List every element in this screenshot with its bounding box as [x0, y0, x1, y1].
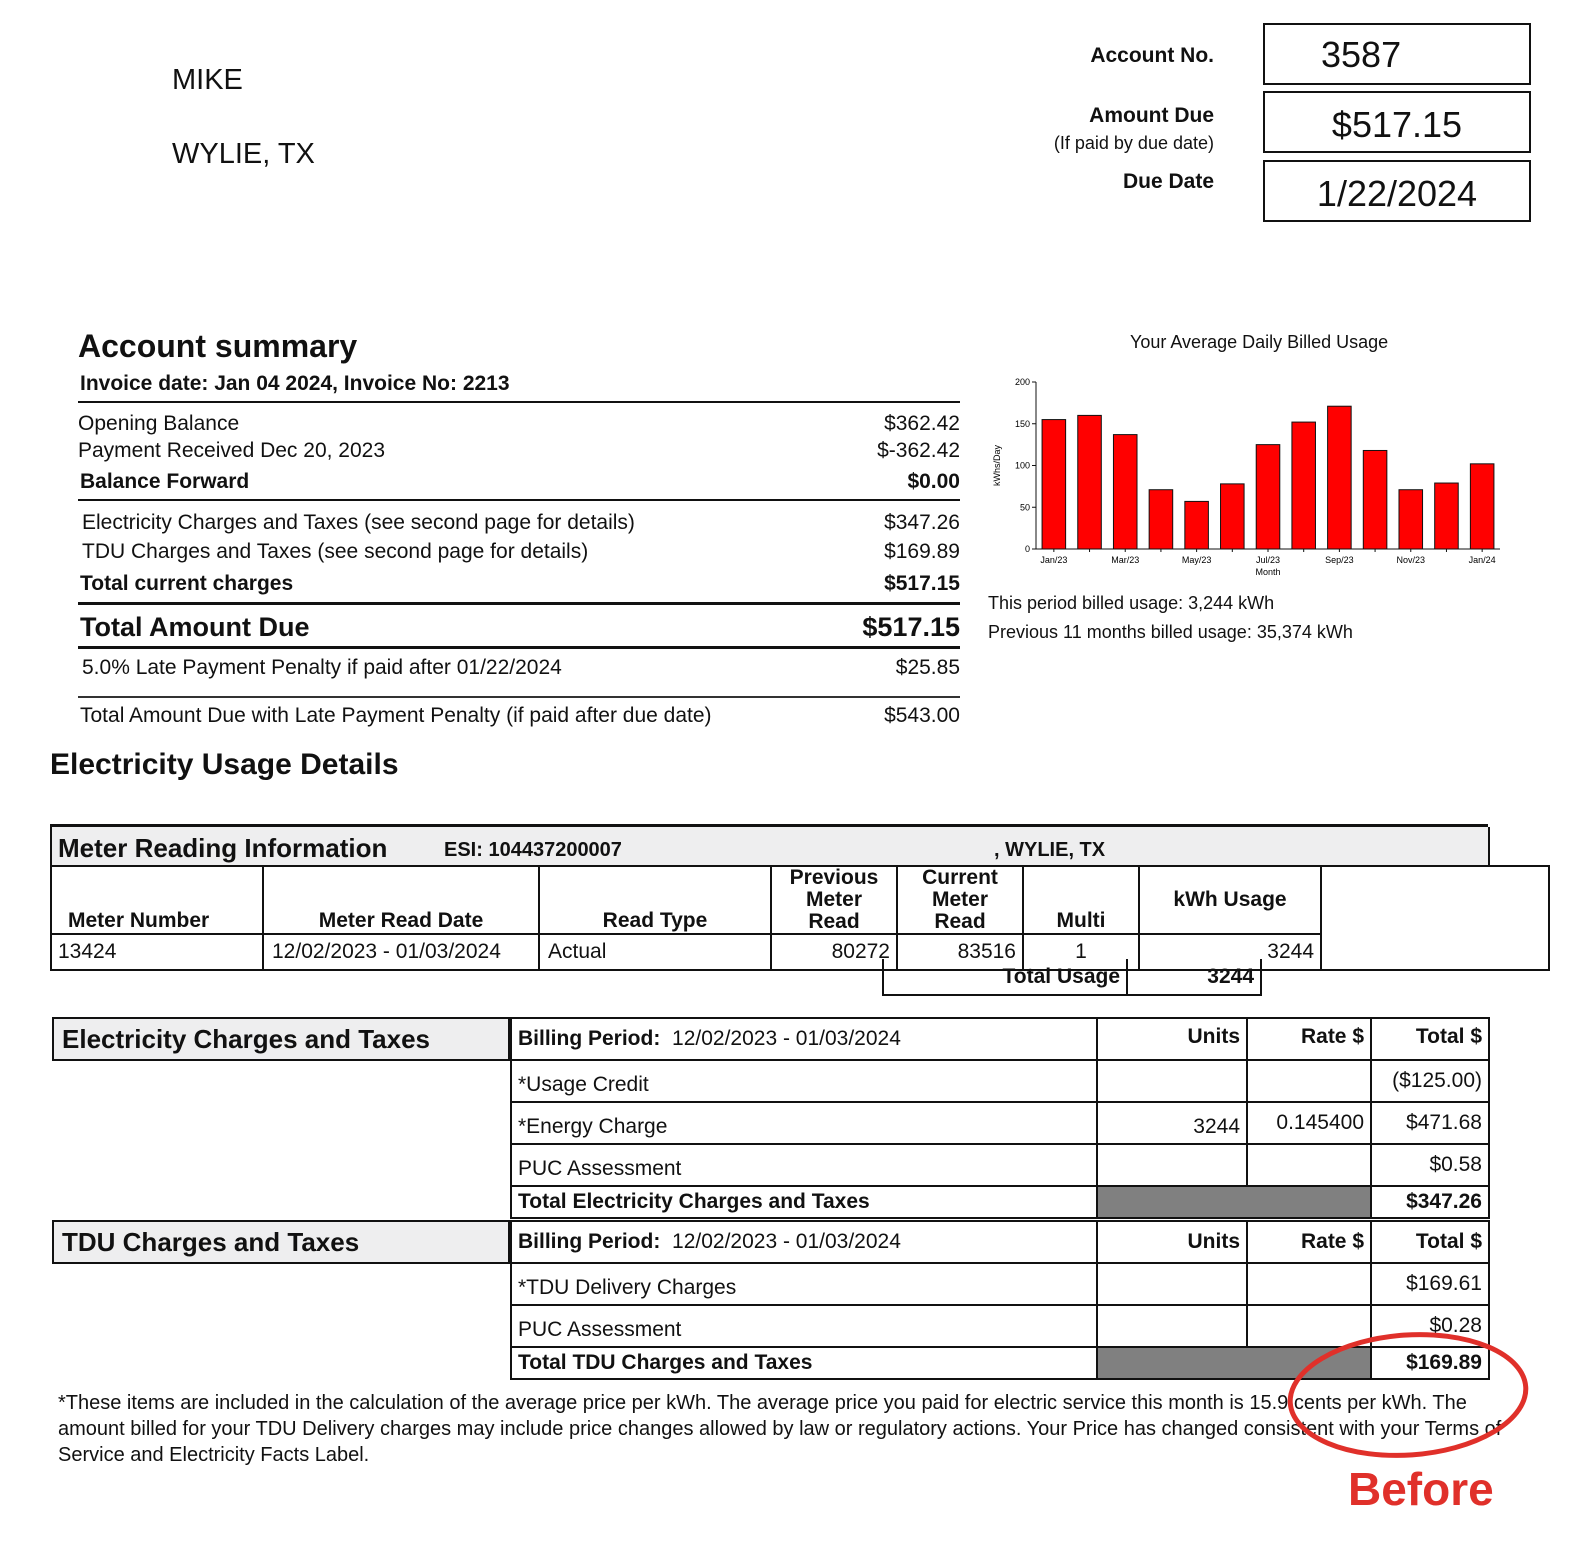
invoice-line: Invoice date: Jan 04 2024, Invoice No: 2213 [80, 372, 510, 395]
charge-units [1097, 1060, 1247, 1102]
col-rate: Rate $ [1247, 1221, 1371, 1263]
tdu-total-label: Total TDU Charges and Taxes [511, 1347, 1097, 1379]
y-tick-label: 50 [1019, 502, 1030, 513]
x-tick-label: May/23 [1181, 555, 1212, 565]
electricity-total-value: $347.26 [1371, 1186, 1489, 1218]
tdu-total-value: $169.89 [1371, 1347, 1489, 1379]
divider [78, 602, 960, 605]
summary-row-electricity: Electricity Charges and Taxes (see second page for details) $347.26 [82, 511, 960, 534]
read-date-cell: 12/02/2023 - 01/03/2024 [263, 934, 539, 970]
meter-number-cell: 13424 [51, 934, 263, 970]
chart-title: Your Average Daily Billed Usage [1130, 332, 1389, 352]
col-total: Total $ [1371, 1221, 1489, 1263]
usage-bar-chart [990, 370, 1530, 585]
summary-row-payment: Payment Received Dec 20, 2023 $-362.42 [78, 439, 960, 462]
col-units: Units [1097, 1018, 1247, 1060]
y-tick-label: 150 [1014, 418, 1030, 429]
col-read-date: Meter Read Date [263, 866, 539, 934]
tdu-section-label: TDU Charges and Taxes [52, 1220, 510, 1264]
bar [1435, 483, 1459, 549]
charge-total: $0.28 [1371, 1305, 1489, 1347]
amount-due-label: Amount Due [1089, 104, 1214, 127]
col-multi: Multi [1023, 866, 1139, 934]
due-date-box: 1/22/2024 [1263, 160, 1531, 222]
customer-name: MIKE [172, 64, 243, 96]
total-usage-table [882, 959, 1262, 996]
bar [1363, 450, 1387, 549]
multi-cell: 1 [1023, 934, 1139, 970]
charge-item: PUC Assessment [511, 1144, 1097, 1186]
gray-filler [1097, 1186, 1371, 1218]
charge-units [1097, 1305, 1247, 1347]
usage-details-title: Electricity Usage Details [50, 748, 399, 781]
current-read-cell: 83516 [897, 934, 1023, 970]
bar [1328, 406, 1352, 549]
charge-item: *Energy Charge [511, 1102, 1097, 1144]
esi-id: ESI: 104437200007 [444, 839, 622, 861]
col-previous-read: Previous Meter Read [771, 866, 897, 934]
bar [1256, 445, 1280, 549]
summary-row-late-penalty: 5.0% Late Payment Penalty if paid after 01/22/2024 $25.85 [82, 656, 960, 679]
col-meter-number: Meter Number [51, 866, 263, 934]
read-type-cell: Actual [539, 934, 771, 970]
bar [1113, 435, 1137, 549]
bar [1470, 464, 1494, 549]
before-label: Before [1348, 1463, 1494, 1515]
charge-item: *TDU Delivery Charges [511, 1263, 1097, 1305]
meter-blank-cell [1321, 934, 1549, 970]
divider [78, 499, 960, 501]
kwh-usage-cell: 3244 [1139, 934, 1321, 970]
bar [1042, 420, 1066, 549]
bar [1149, 490, 1173, 549]
col-total: Total $ [1371, 1018, 1489, 1060]
summary-row-balance-forward: Balance Forward $0.00 [80, 470, 960, 493]
footnote: *These items are included in the calculation of the average price per kWh. The average price you paid for electric service this month is 15.9 cents per kWh. The amount billed for your TDU Delivery charges may include price changes allowed by law or regulatory actions. Your Price has changed consistent with your Terms of Service and Electricity Facts Label. [58, 1392, 1502, 1466]
total-usage-label: Total Usage [883, 959, 1127, 995]
charge-total: $471.68 [1371, 1102, 1489, 1144]
x-tick-label: Jul/23 [1255, 555, 1281, 565]
y-tick-label: 200 [1014, 377, 1030, 387]
x-tick-label: Jan/23 [1040, 555, 1068, 565]
amount-due-box: $517.15 [1263, 91, 1531, 153]
electricity-section-label: Electricity Charges and Taxes [52, 1017, 510, 1061]
usage-this-period: This period billed usage: 3,244 kWh [988, 593, 1275, 613]
electricity-charges-table [510, 1017, 1490, 1219]
meter-header-label: Meter Reading Information [58, 833, 388, 863]
electricity-billing-period: Billing Period: 12/02/2023 - 01/03/2024 [511, 1018, 1097, 1060]
bar [1078, 415, 1102, 549]
electricity-total-label: Total Electricity Charges and Taxes [511, 1186, 1097, 1218]
col-units: Units [1097, 1221, 1247, 1263]
tdu-billing-period: Billing Period: 12/02/2023 - 01/03/2024 [511, 1221, 1097, 1263]
divider [78, 646, 960, 649]
charge-item: *Usage Credit [511, 1060, 1097, 1102]
col-kwh-usage: kWh Usage [1139, 866, 1321, 934]
meter-header-bar [50, 827, 1490, 867]
amount-due-sub: (If paid by due date) [1053, 133, 1214, 153]
col-current-read: Current Meter Read [897, 866, 1023, 934]
bar [1185, 501, 1209, 549]
summary-row-opening: Opening Balance $362.42 [78, 412, 960, 435]
charge-item: PUC Assessment [511, 1305, 1097, 1347]
charge-units: 3244 [1097, 1102, 1247, 1144]
y-axis-label: kWhs/Day [992, 444, 1002, 487]
y-tick-label: 100 [1014, 460, 1030, 471]
col-read-type: Read Type [539, 866, 771, 934]
meter-blank-col [1321, 866, 1549, 934]
due-date-label: Due Date [1122, 170, 1214, 193]
summary-row-total-current: Total current charges $517.15 [80, 572, 960, 595]
summary-row-total-due: Total Amount Due $517.15 [80, 612, 960, 642]
charge-rate: 0.145400 [1247, 1102, 1371, 1144]
x-tick-label: Mar/23 [1111, 555, 1140, 565]
summary-row-tdu: TDU Charges and Taxes (see second page for details) $169.89 [82, 540, 960, 563]
summary-row-total-with-penalty: Total Amount Due with Late Payment Penalty (if paid after due date) $543.00 [80, 704, 960, 727]
previous-read-cell: 80272 [771, 934, 897, 970]
total-usage-value: 3244 [1127, 959, 1261, 995]
red-circle-annotation [1280, 1325, 1540, 1465]
charge-total: ($125.00) [1371, 1060, 1489, 1102]
customer-city: WYLIE, TX [172, 138, 315, 170]
charge-units [1097, 1144, 1247, 1186]
x-tick-label: Jan/24 [1468, 555, 1496, 565]
x-axis-label: Month [1255, 567, 1281, 577]
bar [1221, 484, 1245, 549]
usage-previous-months: Previous 11 months billed usage: 35,374 kWh [988, 622, 1353, 642]
charge-total: $169.61 [1371, 1263, 1489, 1305]
bar [1292, 422, 1316, 549]
account-label: Account No. [1090, 44, 1214, 67]
summary-title: Account summary [78, 328, 358, 364]
x-tick-label: Nov/23 [1396, 555, 1426, 565]
divider [78, 696, 960, 698]
meter-table [50, 865, 1550, 971]
charge-rate [1247, 1060, 1371, 1102]
y-tick-label: 0 [1024, 544, 1030, 554]
bar [1399, 490, 1423, 549]
charge-rate [1247, 1263, 1371, 1305]
x-tick-label: Sep/23 [1325, 555, 1354, 565]
charge-total: $0.58 [1371, 1144, 1489, 1186]
charge-rate [1247, 1144, 1371, 1186]
col-rate: Rate $ [1247, 1018, 1371, 1060]
charge-units [1097, 1263, 1247, 1305]
service-location: , WYLIE, TX [994, 839, 1106, 861]
account-number-box: 3587 [1263, 23, 1531, 85]
divider [78, 401, 960, 403]
